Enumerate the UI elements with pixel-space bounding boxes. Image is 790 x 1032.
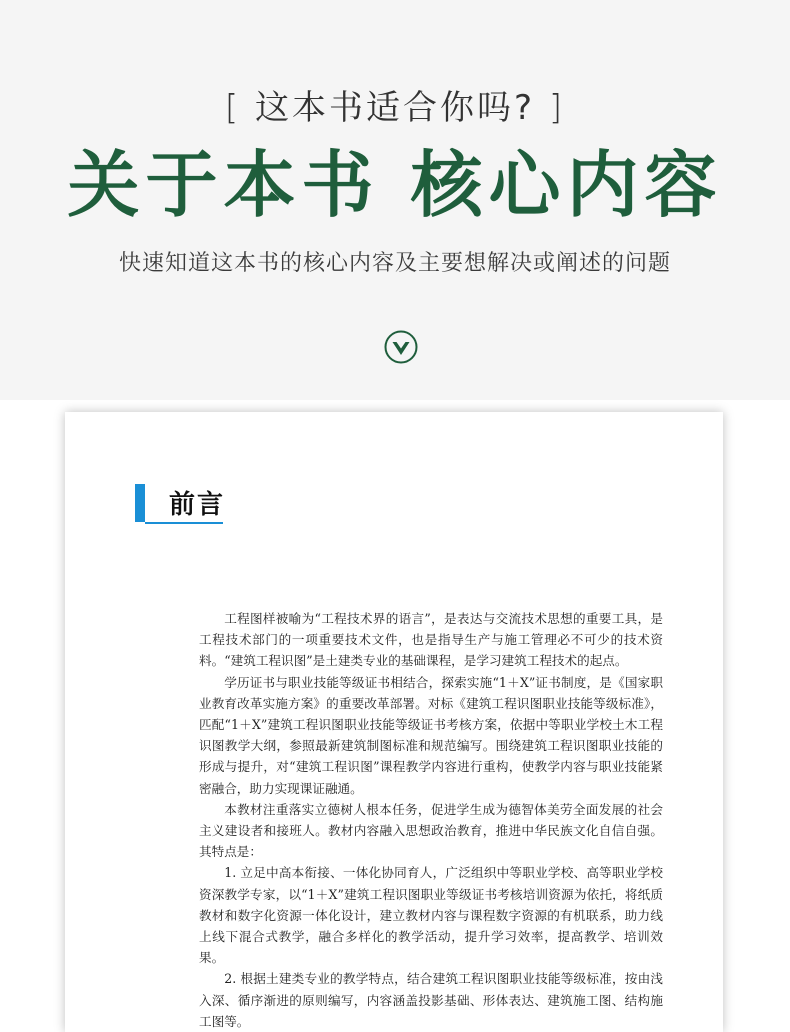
chevron-down-circle-icon[interactable] xyxy=(384,330,418,364)
preface-body xyxy=(199,608,663,1032)
bracket-left: [ xyxy=(224,88,242,128)
page-title: 关于本书 核心内容 xyxy=(67,142,723,227)
paragraph: 2. 根据土建类专业的教学特点，结合建筑工程识图职业技能等级标准，按由浅入深、循序渐进的原则编写，内容涵盖投影基础、形体表达、建筑施工图、结构施工图等。 xyxy=(199,971,663,1029)
heading-accent-bar xyxy=(135,484,145,522)
preface-title: 前言 xyxy=(169,490,226,520)
heading-underline xyxy=(145,522,223,524)
document-page xyxy=(65,412,723,1032)
header-description: 快速知道这本书的核心内容及主要想解决或阐述的问题 xyxy=(118,251,671,276)
paragraph: 本教材注重落实立德树人根本任务，促进学生成为德智体美劳全面发展的社会主义建设者和接班人。教材内容融入思想政治教育，推进中华民族文化自信自强。其特点是： xyxy=(199,801,663,860)
header-question xyxy=(0,80,790,129)
bracket-right: ] xyxy=(548,88,566,128)
paragraph: 学历证书与职业技能等级证书相结合，探索实施“1＋X”证书制度，是《国家职业教育改革实施方案》的重要改革部署。对标《建筑工程识图职业技能等级标准》，匹配“1＋X”建筑工程识图职业技能等级证书考核方案，依据中等职业学校土木工程识图教学大纲，参照最新建筑制图标准和规范编写。围绕建筑工程识图职业技能的形成与提升，对“建筑工程识图”课程教学内容进行重构，使教学内容与职业技能紧密融合，助力实现课证融通。 xyxy=(199,674,663,796)
paragraph: 工程图样被喻为“工程技术界的语言”，是表达与交流技术思想的重要工具，是工程技术部门的一项重要技术文件，也是指导生产与施工管理必不可少的技术资料。“建筑工程识图”是土建类专业的基础课程，是学习建筑工程技术的起点。 xyxy=(199,611,663,669)
question-text: 这本书适合你吗? xyxy=(254,88,536,128)
header-section xyxy=(0,0,790,400)
paragraph: 1. 立足中高本衔接、一体化协同育人，广泛组织中等职业学校、高等职业学校资深教学专家，以“1＋X”建筑工程识图职业等级证书考核培训资源为依托，将纸质教材和数字化资源一体化设计，建立教材内容与课程数字资源的有机联系，助力线上线下混合式教学，融合多样化的教学活动，提升学习效率，提高教学、培训效果。 xyxy=(199,865,663,966)
